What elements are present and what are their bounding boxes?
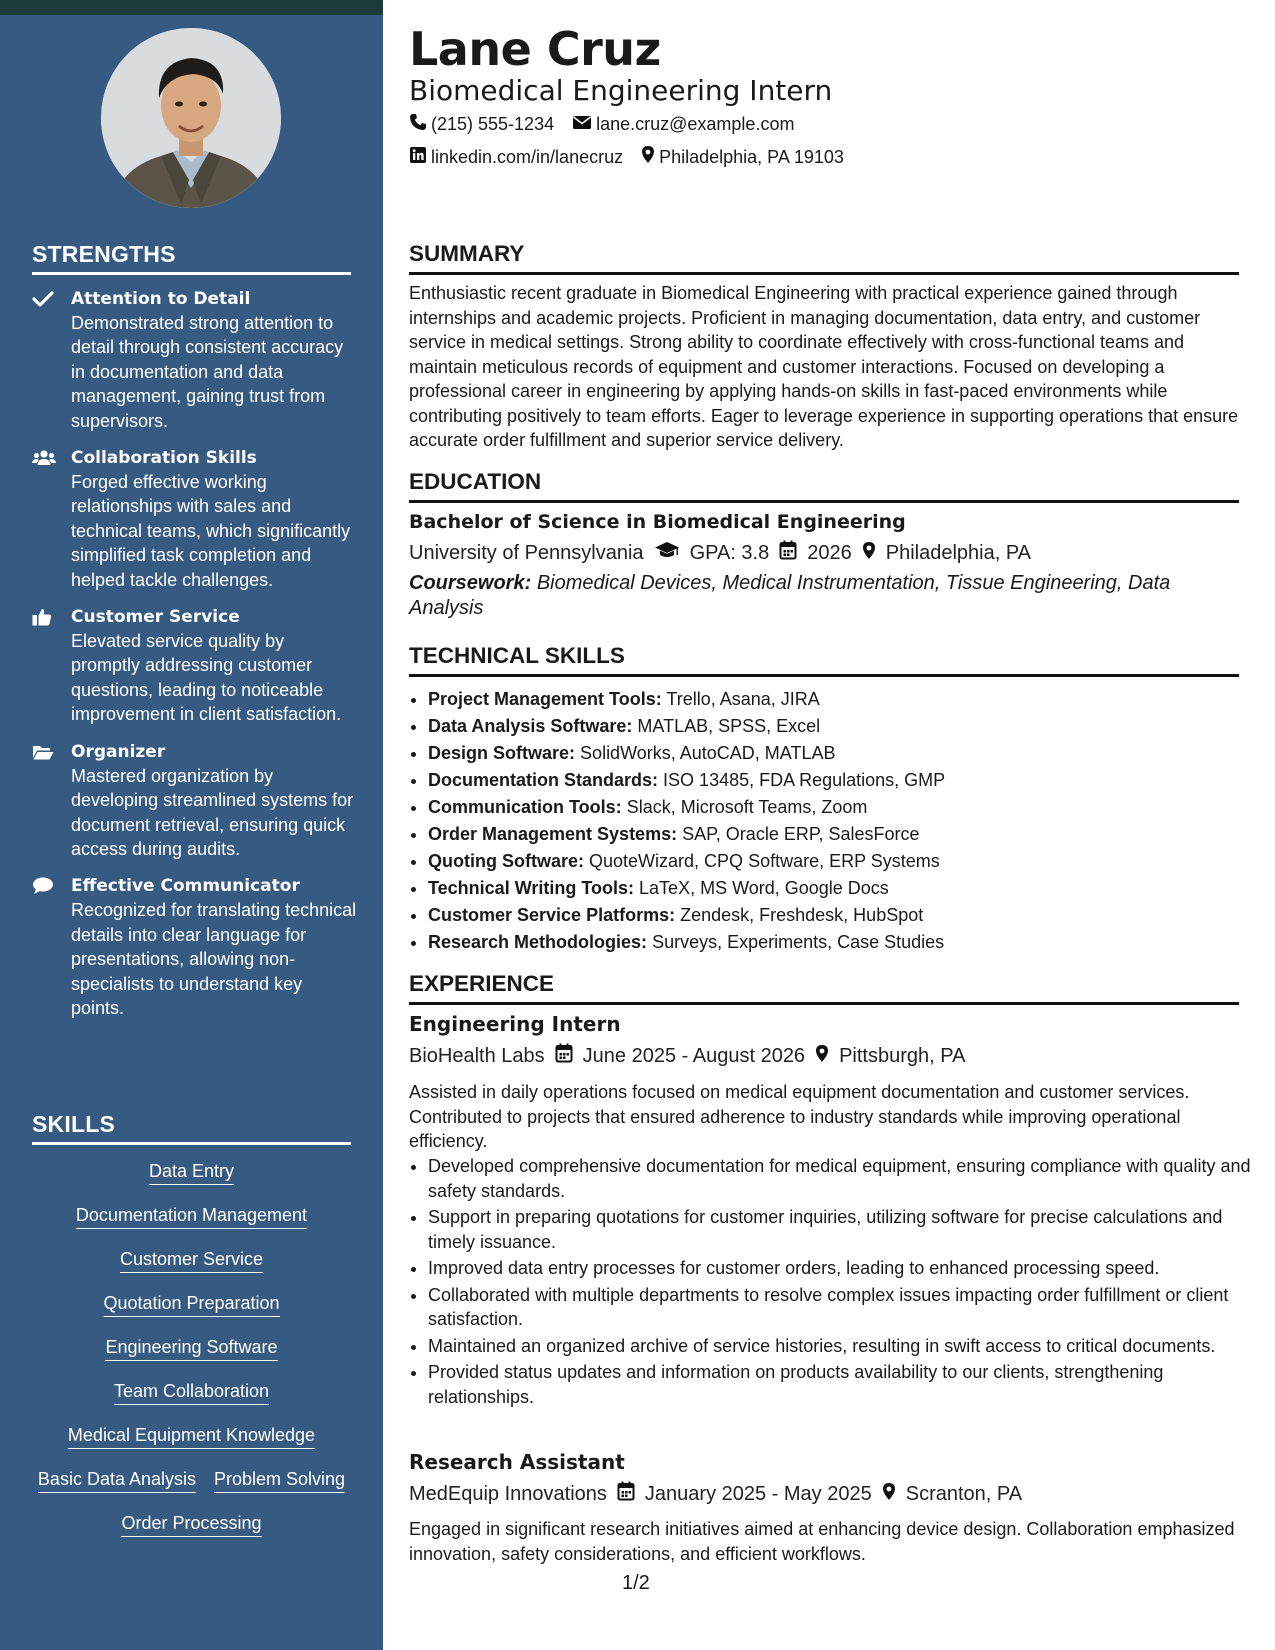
- strength-title: Organizer: [71, 741, 166, 762]
- company-name: MedEquip Innovations: [409, 1482, 607, 1505]
- location-contact: [641, 145, 844, 169]
- skill-category: Project Management Tools:: [428, 689, 662, 709]
- job-bullets: [409, 1154, 1258, 1411]
- job-title: Engineering Intern: [409, 1012, 621, 1036]
- graduation-year: 2026: [807, 541, 852, 564]
- technical-skills-heading: TECHNICAL SKILLS: [409, 643, 1239, 677]
- list-item: [428, 875, 945, 902]
- skill-values: QuoteWizard, CPQ Software, ERP Systems: [589, 851, 940, 871]
- skill-values: SAP, Oracle ERP, SalesForce: [682, 824, 920, 844]
- technical-skills-list: [409, 686, 945, 956]
- strengths-list: [32, 287, 357, 1033]
- skill-values: Surveys, Experiments, Case Studies: [652, 932, 945, 952]
- profile-photo: [101, 28, 281, 208]
- graduation-cap-icon: [644, 541, 690, 565]
- coursework-label: Coursework:: [409, 572, 532, 594]
- contact-row: [409, 145, 862, 169]
- list-item: • Improved data entry processes for customer orders, leading to enhanced processing speed.: [428, 1256, 1258, 1281]
- strength-item: [32, 446, 357, 592]
- strength-title: Collaboration Skills: [71, 448, 257, 469]
- strength-description: Recognized for translating technical details into clear language for presentations, allowing non-specialists to understand key points.: [71, 900, 357, 1018]
- job-meta: [409, 1481, 1022, 1507]
- school-name: University of Pennsylvania: [409, 541, 644, 564]
- skill-values: MATLAB, SPSS, Excel: [637, 716, 821, 736]
- strength-title: Effective Communicator: [71, 876, 300, 897]
- education-meta: [409, 540, 1031, 566]
- skill-tag: Team Collaboration: [114, 1380, 269, 1405]
- job-location: Scranton, PA: [905, 1482, 1023, 1505]
- check-icon: [32, 290, 56, 308]
- list-item: [428, 740, 945, 767]
- skill-values: ISO 13485, FDA Regulations, GMP: [663, 770, 946, 790]
- skill-category: Order Management Systems:: [428, 824, 678, 844]
- phone-contact[interactable]: [409, 113, 554, 136]
- skill-values: SolidWorks, AutoCAD, MATLAB: [580, 743, 836, 763]
- sidebar-top-bar: [0, 0, 383, 15]
- users-icon: [32, 449, 56, 467]
- location-text: Philadelphia, PA 19103: [659, 146, 844, 167]
- summary-text: Enthusiastic recent graduate in Biomedical Engineering with practical experience gained through internships and academic projects. Proficient in managing documentation, data entry, and customer service in medical settings. Strong ability to coordinate effectively with cross-functional teams and maintain meticulous records of equipment and customer interactions. Focused on developing a professional career in engineering by applying hands-on skills in fast-paced environments while contributing positively to team efforts. Eager to leverage experience in supporting operations that ensure accurate order fulfillment and superior service delivery.: [409, 283, 1239, 450]
- strength-item: [32, 874, 357, 1020]
- skill-category: Documentation Standards:: [428, 770, 659, 790]
- list-item: [428, 713, 945, 740]
- strength-description: Forged effective working relationships with sales and technical teams, which significantly simplified task completion and helped tackle challenges.: [71, 472, 351, 590]
- skill-tag: Quotation Preparation: [103, 1292, 279, 1317]
- skill-values: Trello, Asana, JIRA: [666, 689, 820, 709]
- skill-category: Customer Service Platforms:: [428, 905, 676, 925]
- strengths-heading: STRENGTHS: [32, 241, 351, 275]
- folder-open-icon: [32, 743, 56, 761]
- skill-tag: Data Entry: [149, 1160, 234, 1185]
- job-dates: June 2025 - August 2026: [582, 1044, 806, 1067]
- strength-item: [32, 605, 357, 727]
- company-name: BioHealth Labs: [409, 1044, 545, 1067]
- skill-tag: Engineering Software: [105, 1336, 277, 1361]
- list-item: [428, 821, 945, 848]
- coursework: [409, 571, 1239, 621]
- speech-bubble-icon: [32, 877, 56, 895]
- calendar-icon: [769, 540, 807, 566]
- list-item: • Collaborated with multiple departments to resolve complex issues impacting order fulfillment or client satisfaction.: [428, 1283, 1258, 1332]
- page-number: 1/2: [622, 1572, 650, 1594]
- skill-values: Zendesk, Freshdesk, HubSpot: [680, 905, 924, 925]
- email-contact[interactable]: [572, 114, 794, 135]
- skill-tag: Medical Equipment Knowledge: [68, 1424, 315, 1449]
- map-pin-icon: [805, 1044, 839, 1069]
- job-meta: [409, 1043, 965, 1069]
- strength-item: [32, 740, 357, 862]
- job-title: Research Assistant: [409, 1450, 625, 1474]
- sidebar: [0, 0, 383, 1650]
- list-item: [428, 848, 945, 875]
- calendar-icon: [545, 1043, 583, 1069]
- calendar-icon: [607, 1481, 645, 1507]
- list-item: • Provided status updates and information on products availability to our clients, strengthening relationships.: [428, 1360, 1258, 1409]
- skill-category: Communication Tools:: [428, 797, 622, 817]
- linkedin-url: linkedin.com/in/lanecruz: [431, 146, 624, 167]
- map-pin-icon: [641, 145, 659, 169]
- skill-tag: Order Processing: [121, 1512, 261, 1537]
- coursework-list: Biomedical Devices, Medical Instrumentation, Tissue Engineering, Data Analysis: [409, 572, 1171, 619]
- list-item: [428, 767, 945, 794]
- job-location: Pittsburgh, PA: [839, 1044, 966, 1067]
- strength-title: Customer Service: [71, 607, 240, 628]
- experience-heading: EXPERIENCE: [409, 971, 1239, 1005]
- gpa: GPA: 3.8: [689, 541, 770, 564]
- map-pin-icon: [852, 541, 886, 566]
- list-item: [428, 794, 945, 821]
- strength-item: [32, 287, 357, 433]
- envelope-icon: [572, 114, 596, 135]
- candidate-title: Biomedical Engineering Intern: [409, 74, 833, 107]
- strength-description: Demonstrated strong attention to detail through consistent accuracy in documentation and data management, gaining trust from supervisors.: [71, 313, 344, 431]
- job-description: Engaged in significant research initiatives aimed at enhancing device design. Collaboration emphasized innovation, safety considerations, and efficient workflows.: [409, 1519, 1235, 1564]
- summary-heading: SUMMARY: [409, 241, 1239, 275]
- strength-description: Elevated service quality by promptly addressing customer questions, leading to noticeable improvement in client satisfaction.: [71, 631, 342, 725]
- skill-tag: Customer Service: [120, 1248, 263, 1273]
- skills-heading: SKILLS: [32, 1111, 351, 1145]
- thumbs-up-icon: [32, 608, 56, 626]
- linkedin-contact[interactable]: [409, 146, 623, 169]
- strength-title: Attention to Detail: [71, 289, 251, 309]
- school-location: Philadelphia, PA: [885, 541, 1032, 564]
- skill-tag: Basic Data Analysis: [38, 1468, 196, 1493]
- skill-values: LaTeX, MS Word, Google Docs: [639, 878, 889, 898]
- email-address: lane.cruz@example.com: [596, 114, 795, 134]
- skill-category: Design Software:: [428, 743, 576, 763]
- skill-category: Technical Writing Tools:: [428, 878, 635, 898]
- skills-cloud: [32, 1160, 351, 1537]
- list-item: [428, 686, 945, 713]
- phone-icon: [409, 113, 431, 136]
- skill-category: Research Methodologies:: [428, 932, 648, 952]
- list-item: [428, 902, 945, 929]
- skill-tag: Problem Solving: [214, 1468, 345, 1493]
- list-item: • Maintained an organized archive of service histories, resulting in swift access to critical documents.: [428, 1334, 1258, 1359]
- job-dates: January 2025 - May 2025: [644, 1482, 872, 1505]
- skill-values: Slack, Microsoft Teams, Zoom: [626, 797, 868, 817]
- linkedin-icon: [409, 146, 431, 169]
- strength-description: Mastered organization by developing streamlined systems for document retrieval, ensuring quick access during audits.: [71, 765, 354, 859]
- list-item: • Support in preparing quotations for customer inquiries, utilizing software for precise calculations and timely issuance.: [428, 1205, 1258, 1254]
- list-item: • Developed comprehensive documentation for medical equipment, ensuring compliance with quality and safety standards.: [428, 1154, 1258, 1203]
- phone-number: (215) 555-1234: [431, 114, 555, 134]
- skill-category: Data Analysis Software:: [428, 716, 633, 736]
- skill-category: Quoting Software:: [428, 851, 584, 871]
- candidate-name: Lane Cruz: [409, 22, 661, 76]
- map-pin-icon: [872, 1482, 906, 1507]
- contact-row: [409, 113, 812, 136]
- list-item: [428, 929, 945, 956]
- degree-title: Bachelor of Science in Biomedical Engineering: [409, 511, 906, 533]
- education-heading: EDUCATION: [409, 469, 1239, 503]
- job-description: Assisted in daily operations focused on medical equipment documentation and customer services. Contributed to projects that ensured adherence to industry standards while improving operational efficiency.: [409, 1082, 1190, 1151]
- skill-tag: Documentation Management: [76, 1204, 307, 1229]
